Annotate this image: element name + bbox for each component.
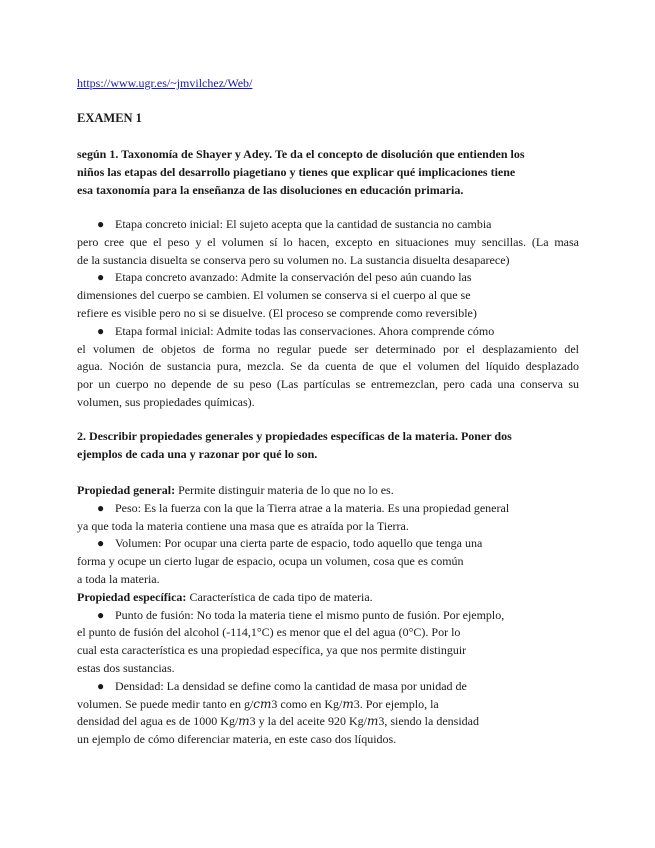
list-item-line: el volumen de objetos de forma no regular puede ser determinado por el desplazamiento del — [77, 341, 579, 356]
bullet-icon: ● — [97, 607, 105, 622]
question-2-answer — [77, 482, 579, 749]
list-item-line: estas dos sustancias. — [77, 660, 175, 675]
list-item — [77, 607, 579, 678]
general-property-text: Permite distinguir materia de lo que no lo es. — [175, 483, 394, 497]
general-property-label: Propiedad general: — [77, 483, 176, 497]
question-1-line: según 1. Taxonomía de Shayer y Adey. Te da el concepto de disolución que entienden los — [77, 147, 525, 161]
list-item-line: el punto de fusión del alcohol (-114,1°C) es menor que el del agua (0°C). Por lo — [77, 625, 461, 640]
list-item-line: cual esta característica es una propiedad específica, ya que nos permite distinguir — [77, 643, 467, 658]
list-item-line: volumen, sus propiedades químicas). — [77, 394, 255, 409]
general-property-definition — [77, 482, 579, 500]
list-item-line: forma y ocupe un cierto lugar de espacio, ocupa un volumen, cosa que es común — [77, 554, 464, 569]
list-item — [77, 678, 579, 749]
list-item — [77, 323, 579, 412]
list-item-line: a toda la materia. — [77, 571, 160, 586]
list-item-line: refiere es visible pero no si se disuelve. (El proceso se comprende como reversible) — [77, 305, 477, 320]
list-item-line: Densidad: La densidad se define como la cantidad de masa por unidad de — [115, 678, 467, 693]
question-2-line: 2. Describir propiedades generales y propiedades específicas de la materia. Poner dos — [77, 429, 512, 443]
list-item-line: dimensiones del cuerpo se cambien. El volumen se conserva si el cuerpo al que se — [77, 288, 471, 303]
list-item-line: de la sustancia disuelta se conserva pero su volumen no. La sustancia disuelta desaparece) — [77, 252, 510, 267]
specific-property-text: Característica de cada tipo de materia. — [186, 589, 373, 604]
list-item-line: Punto de fusión: No toda la materia tiene el mismo punto de fusión. Por ejemplo, — [115, 607, 505, 622]
list-item-line: ya que toda la materia contiene una masa que es atraída por la Tierra. — [77, 518, 409, 533]
list-item — [77, 216, 579, 269]
bullet-icon: ● — [97, 323, 105, 338]
list-item-line: Etapa concreto inicial: El sujeto acepta que la cantidad de sustancia no cambia — [115, 217, 492, 231]
specific-property-label: Propiedad específica: — [77, 589, 187, 604]
source-link[interactable]: https://www.ugr.es/~jmvilchez/Web/ — [77, 76, 253, 90]
list-item-line: por un cuerpo no depende de su peso (Las partículas se entremezclan, pero cada una conserva su — [77, 377, 579, 392]
bullet-icon: ● — [97, 500, 105, 515]
list-item-line: volumen. Se puede medir tanto en g/𝑐𝑚3 como en Kg/𝑚3. Por ejemplo, la — [77, 696, 439, 711]
list-item-line: pero cree que el peso y el volumen sí lo hacen, excepto en situaciones muy sencillas. (La masa — [77, 234, 579, 249]
list-item-line: Peso: Es la fuerza con la que la Tierra atrae a la materia. Es una propiedad general — [115, 500, 510, 515]
list-item-line: Volumen: Por ocupar una cierta parte de espacio, todo aquello que tenga una — [115, 536, 483, 551]
list-item — [77, 500, 579, 536]
list-item-line: agua. Noción de sustancia pura, mezcla. Se da cuenta de que el volumen del líquido desplazado — [77, 359, 579, 374]
question-2-heading — [77, 428, 512, 464]
list-item-line: un ejemplo de cómo diferenciar materia, en este caso dos líquidos. — [77, 732, 397, 747]
specific-property-definition — [77, 589, 579, 607]
list-item-line: densidad del agua es de 1000 Kg/𝑚3 y la del aceite 920 Kg/𝑚3, siendo la densidad — [77, 714, 479, 729]
question-1-answer — [77, 216, 579, 412]
bullet-icon: ● — [97, 678, 105, 693]
list-item — [77, 269, 579, 322]
bullet-icon: ● — [97, 217, 105, 231]
question-1-line: niños las etapas del desarrollo piagetiano y tienes que explicar qué implicaciones tiene — [77, 164, 516, 179]
question-1-heading — [77, 146, 525, 199]
bullet-icon: ● — [97, 536, 105, 551]
bullet-icon: ● — [97, 270, 105, 285]
question-2-line: ejemplos de cada una y razonar por qué lo son. — [77, 446, 318, 461]
exam-title: EXAMEN 1 — [77, 111, 142, 125]
list-item-line: Etapa formal inicial: Admite todas las conservaciones. Ahora comprende cómo — [115, 323, 495, 338]
list-item — [77, 535, 579, 588]
question-1-line: esa taxonomía para la enseñanza de las disoluciones en educación primaria. — [77, 182, 464, 197]
list-item-line: Etapa concreto avanzado: Admite la conservación del peso aún cuando las — [115, 270, 472, 285]
